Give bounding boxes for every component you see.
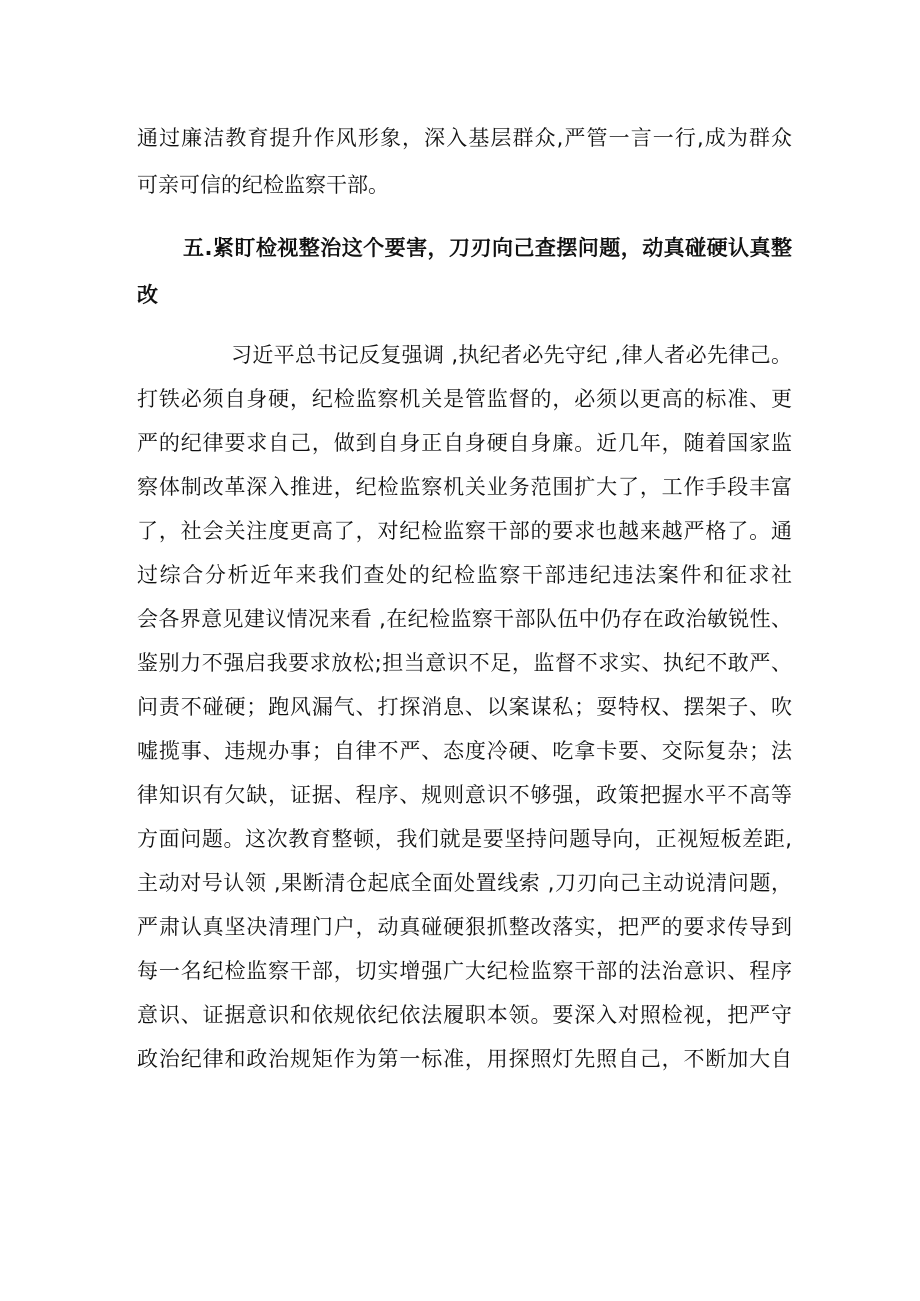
body-line-3: 严的纪律要求自己，做到自身正自身硬自身廉。近几年，随着国家监 — [137, 431, 792, 455]
body-line-17: 政治纪律和政治规矩作为第一标准，用探照灯先照自己，不断加大自 — [137, 1047, 792, 1071]
body-line-7: 会各界意见建议情况来看 ,在纪检监察干部队伍中仍存在政治敏锐性、 — [137, 607, 792, 631]
body-line-6: 过综合分析近年来我们查处的纪检监察干部违纪违法案件和征求社 — [137, 563, 792, 587]
body-line-2: 打铁必须自身硬，纪检监察机关是管监督的，必须以更高的标准、更 — [137, 387, 792, 411]
body-line-14: 严肃认真坚决清理门户，动真碰硬狠抓整改落实，把严的要求传导到 — [137, 915, 792, 939]
body-line-15: 每一名纪检监察干部，切实增强广大纪检监察干部的法治意识、程序 — [137, 959, 792, 983]
body-line-9: 问责不碰硬；跑风漏气、打探消息、以案谋私；耍特权、摆架子、吹 — [137, 695, 792, 719]
body-line-4: 察体制改革深入推进，纪检监察机关业务范围扩大了，工作手段丰富 — [137, 475, 792, 499]
section-heading-line-2: 改 — [137, 283, 158, 307]
body-line-5: 了，社会关注度更高了，对纪检监察干部的要求也越来越严格了。通 — [137, 519, 792, 543]
intro-line-1: 通过廉洁教育提升作风形象，深入基层群众,严管一言一行,成为群众 — [137, 126, 792, 150]
body-line-12: 方面问题。这次教育整顿，我们就是要坚持问题导向，正视短板差距, — [137, 827, 792, 851]
body-line-11: 律知识有欠缺，证据、程序、规则意识不够强，政策把握水平不高等 — [137, 783, 792, 807]
intro-line-2: 可亲可信的纪检监察干部。 — [137, 173, 389, 197]
body-line-13: 主动对号认领 ,果断清仓起底全面处置线索 ,刀刃向己主动说清问题， — [137, 871, 792, 895]
body-line-1: 习近平总书记反复强调 ,执纪者必先守纪 ,律人者必先律己。 — [231, 343, 792, 367]
body-line-10: 嘘揽事、违规办事；自律不严、态度冷硬、吃拿卡要、交际复杂；法 — [137, 739, 792, 763]
body-line-16: 意识、证据意识和依规依纪依法履职本领。要深入对照检视，把严守 — [137, 1003, 792, 1027]
section-heading-line-1: 五.紧盯检视整治这个要害，刀刃向己查摆问题，动真碰硬认真整 — [183, 236, 792, 260]
body-line-8: 鉴别力不强启我要求放松;担当意识不足，监督不求实、执纪不敢严、 — [137, 651, 792, 675]
